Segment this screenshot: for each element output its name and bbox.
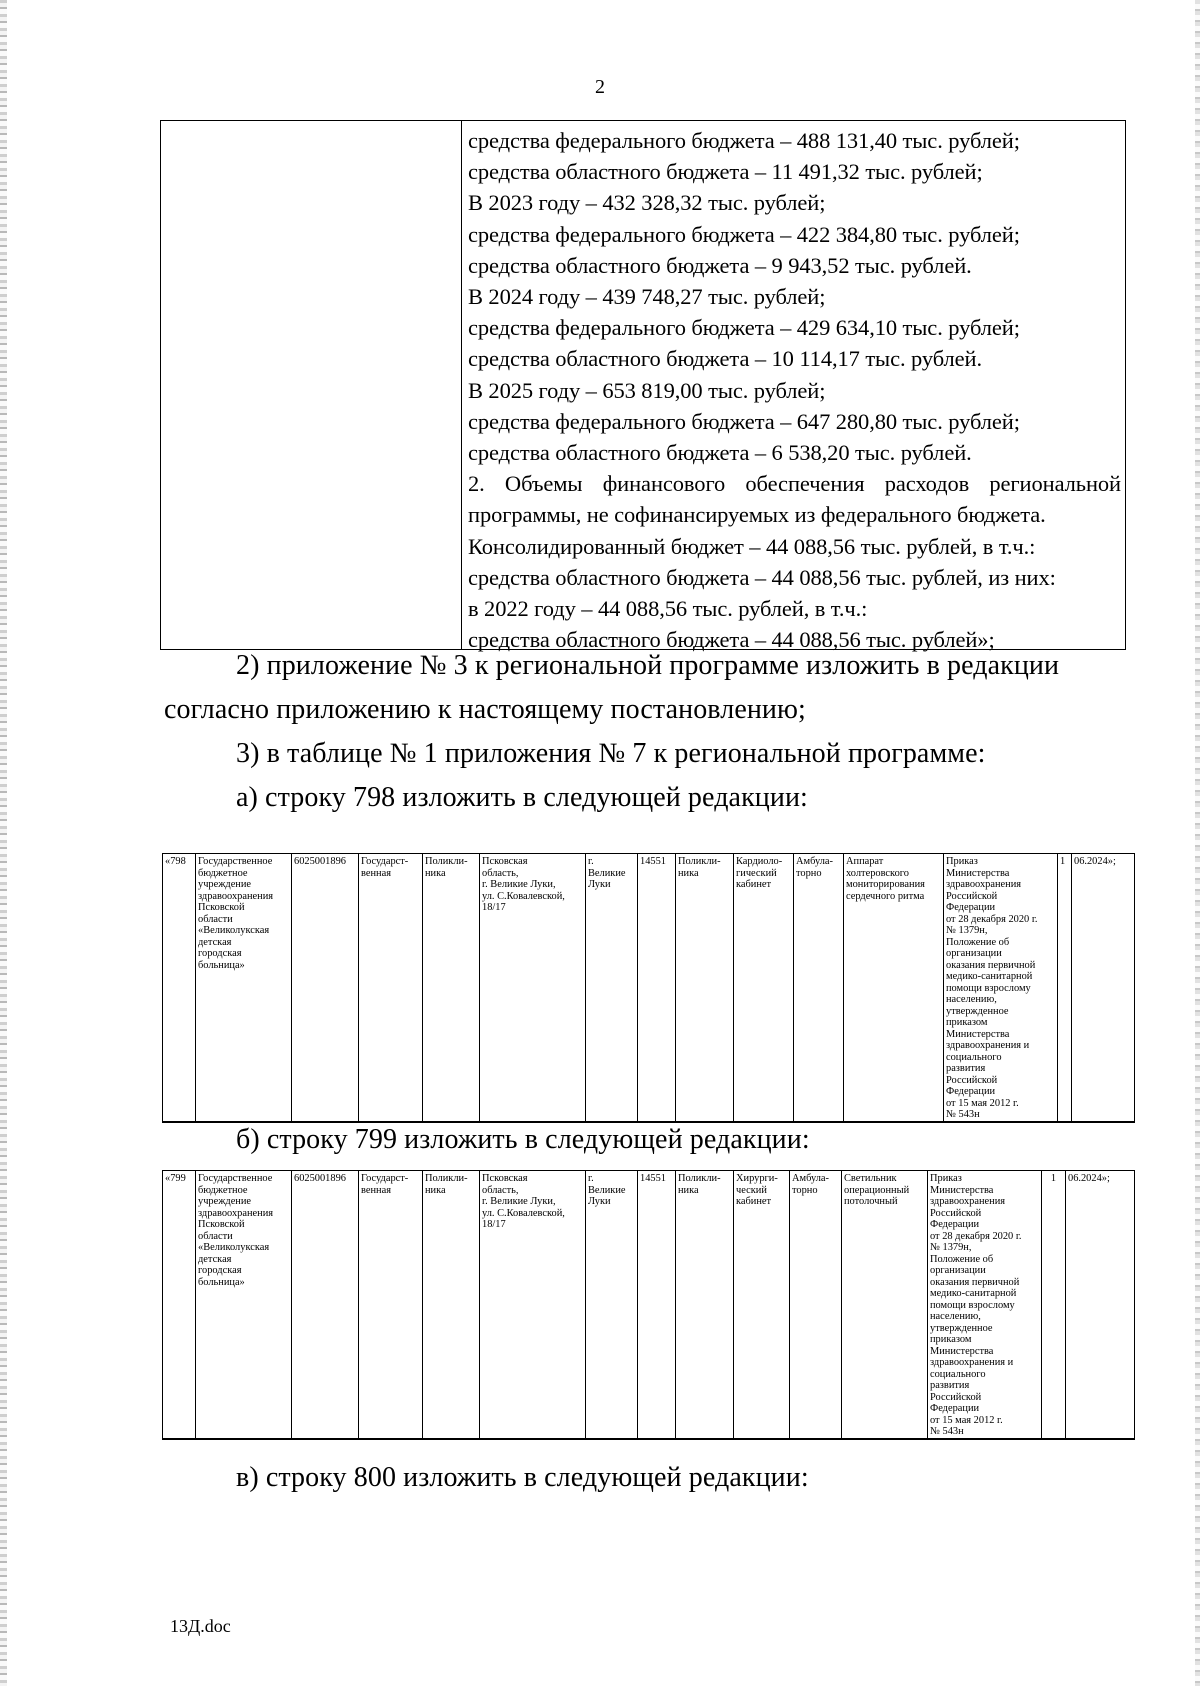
cell-code: 14551 [638,854,676,1122]
financing-line: программы, не софинансируемых из федерального бюджета. [468,502,1046,528]
cell-order: Приказ Министерства здравоохранения Российской Федерации от 28 декабря 2020 г. № 1379н, Положение об организации оказания первичной медико-санитарной помощи взрослому населению, утвержденное приказом Министерства здравоохранения и социального развития Российской Федерации от 15 мая 2012 г. № 543н [928,1171,1042,1439]
cell-care-mode: Амбула- торно [790,1171,842,1439]
cell-organization: Государственное бюджетное учреждение здравоохранения Псковской области «Великолукская детская городская больница» [196,1171,292,1439]
paragraph-sub-a: а) строку 798 изложить в следующей редакции: [236,782,808,813]
cell-date: 06.2024»; [1072,854,1135,1122]
cell-equipment: Аппарат холтеровского мониторирования сердечного ритма [844,854,944,1122]
financing-line: средства областного бюджета – 9 943,52 тыс. рублей. [468,252,972,278]
cell-facility-type: Поликли- ника [423,854,480,1122]
cell-address: Псковская область, г. Великие Луки, ул. С.Ковалевской, 18/17 [480,854,586,1122]
financing-line: Консолидированный бюджет – 44 088,56 тыс. рублей, в т.ч.: [468,533,1036,559]
paragraph-item-2-line-1: 2) приложение № 3 к региональной программе изложить в редакции [236,650,1060,681]
cell-code: 14551 [638,1171,676,1439]
cell-unit: Поликли- ника [676,854,734,1122]
cell-row-number: «798 [163,854,196,1122]
financing-line: 2. Объемы финансового обеспечения расходов региональной [468,471,1121,497]
scan-edge-right [1195,0,1200,1686]
cell-care-mode: Амбула- торно [794,854,844,1122]
cell-facility-type: Поликли- ника [423,1171,480,1439]
financing-table-label-cell [161,121,462,649]
document-filename: 13Д.doc [170,1616,231,1636]
table-row-799 [162,1170,1135,1440]
cell-row-number: «799 [163,1171,196,1439]
cell-equipment: Светильник операционный потолочный [842,1171,928,1439]
cell-inn: 6025001896 [292,854,359,1122]
page-number: 2 [595,76,605,98]
paragraph-sub-c: в) строку 800 изложить в следующей редакции: [236,1462,809,1493]
table-row-798 [162,853,1135,1123]
paragraph-item-2-line-2: согласно приложению к настоящему постановлению; [164,694,806,725]
scan-edge-left [0,0,7,1686]
cell-inn: 6025001896 [292,1171,359,1439]
cell-cabinet: Кардиоло- гический кабинет [734,854,794,1122]
financing-table [160,120,1126,653]
cell-ownership: Государст- венная [359,1171,423,1439]
cell-order: Приказ Министерства здравоохранения Российской Федерации от 28 декабря 2020 г. № 1379н, Положение об организации оказания первичной медико-санитарной помощи взрослому населению, утвержденное приказом Министерства здравоохранения и социального развития Российской Федерации от 15 мая 2012 г. № 543н [944,854,1058,1122]
cell-date: 06.2024»; [1066,1171,1135,1439]
cell-organization: Государственное бюджетное учреждение здравоохранения Псковской области «Великолукская детская городская больница» [196,854,292,1122]
financing-line: средства федерального бюджета – 488 131,40 тыс. рублей; [468,128,1020,153]
paragraph-item-3: 3) в таблице № 1 приложения № 7 к региональной программе: [236,738,986,769]
financing-line: средства областного бюджета – 44 088,56 тыс. рублей, из них: [468,564,1056,590]
financing-line: в 2022 году – 44 088,56 тыс. рублей, в т.ч.: [468,596,868,622]
financing-line: средства областного бюджета – 11 491,32 тыс. рублей; [468,159,983,185]
financing-line: средства областного бюджета – 10 114,17 тыс. рублей. [468,346,982,372]
cell-cabinet: Хирурги- ческий кабинет [734,1171,790,1439]
financing-line: средства федерального бюджета – 422 384,80 тыс. рублей; [468,221,1020,247]
cell-city: г. Великие Луки [586,1171,638,1439]
financing-line: В 2023 году – 432 328,32 тыс. рублей; [468,190,826,216]
cell-city: г. Великие Луки [586,854,638,1122]
paragraph-sub-b: б) строку 799 изложить в следующей редакции: [236,1124,810,1155]
financing-line: средства федерального бюджета – 429 634,10 тыс. рублей; [468,315,1020,341]
financing-table-value-cell [462,121,1125,653]
cell-quantity: 1 [1058,854,1072,1122]
financing-line: средства областного бюджета – 6 538,20 тыс. рублей. [468,440,972,466]
financing-line: В 2025 году – 653 819,00 тыс. рублей; [468,377,826,403]
cell-unit: Поликли- ника [676,1171,734,1439]
financing-line: средства федерального бюджета – 647 280,80 тыс. рублей; [468,408,1020,434]
cell-address: Псковская область, г. Великие Луки, ул. С.Ковалевской, 18/17 [480,1171,586,1439]
cell-quantity: 1 [1042,1171,1066,1439]
financing-line: В 2024 году – 439 748,27 тыс. рублей; [468,284,826,310]
financing-line: средства областного бюджета – 44 088,56 тыс. рублей»; [468,627,995,653]
cell-ownership: Государст- венная [359,854,423,1122]
